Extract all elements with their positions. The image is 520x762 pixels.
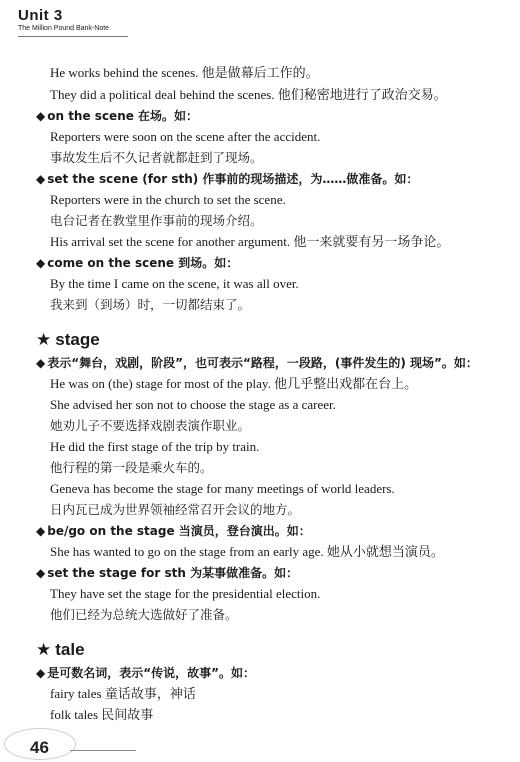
phrase-entry [36,522,311,540]
diamond-bullet-icon: ◆ [36,172,46,186]
example-sentence: By the time I came on the scene, it was all over. [50,276,299,291]
header-divider [18,36,128,37]
section-title: stage [55,330,100,349]
example-translation: 电台记者在教堂里作事前的现场介绍。 [50,213,263,228]
example-sentence: Reporters were in the church to set the scene. [50,192,286,207]
phrase-entry [36,564,298,582]
footer-divider [70,750,136,751]
phrase-entry [36,170,418,188]
example-phrase: folk tales 民间故事 [50,707,154,722]
star-icon: ★ [36,640,52,659]
phrase-text: on the scene 在场。如： [47,109,199,123]
diamond-bullet-icon: ◆ [36,256,46,270]
diamond-bullet-icon: ◆ [36,566,46,580]
example-translation: 他们已经为总统大选做好了准备。 [50,607,238,622]
section-heading-stage [36,330,100,350]
star-icon: ★ [36,330,52,349]
example-translation: 我来到（到场）时，一切都结束了。 [50,297,251,312]
unit-subtitle: The Million Pound Bank-Note [18,25,110,32]
example-phrase: fairy tales 童话故事，神话 [50,686,196,701]
definition-text: 表示“舞台，戏剧，阶段”，也可表示“路程，一段路，(事件发生的) 现场”。如： [47,356,478,370]
example-translation: 她劝儿子不要选择戏剧表演作职业。 [50,418,251,433]
example-sentence: His arrival set the scene for another argument. 他一来就要有另一场争论。 [50,234,450,249]
diamond-bullet-icon: ◆ [36,524,46,538]
definition-entry [36,354,478,372]
example-sentence: He did the first stage of the trip by train. [50,439,260,454]
example-sentence: They did a political deal behind the scenes. 他们秘密地进行了政治交易。 [50,87,447,102]
phrase-entry [36,254,238,272]
phrase-text: set the scene (for sth) 作事前的现场描述，为……做准备。如： [47,172,419,186]
example-sentence: She advised her son not to choose the stage as a career. [50,397,336,412]
example-translation: 他行程的第一段是乘火车的。 [50,460,213,475]
example-sentence: He works behind the scenes. 他是做幕后工作的。 [50,65,319,80]
example-translation: 事故发生后不久记者就都赶到了现场。 [50,150,263,165]
example-sentence: Reporters were soon on the scene after the accident. [50,129,321,144]
example-sentence: Geneva has become the stage for many meetings of world leaders. [50,481,395,496]
definition-text: 是可数名词，表示“传说，故事”。如： [47,666,256,680]
example-sentence: He was on (the) stage for most of the play. 他几乎整出戏都在台上。 [50,376,418,391]
phrase-text: set the stage for sth 为某事做准备。如： [47,566,299,580]
example-sentence: She has wanted to go on the stage from an early age. 她从小就想当演员。 [50,544,444,559]
diamond-bullet-icon: ◆ [36,666,46,680]
example-translation: 日内瓦已成为世界领袖经常召开会议的地方。 [50,502,301,517]
page-number: 46 [30,738,49,757]
unit-title: Unit 3 [18,7,63,24]
phrase-entry [36,107,198,125]
phrase-text: come on the scene 到场。如： [47,256,239,270]
definition-entry [36,664,255,682]
example-sentence: They have set the stage for the presidential election. [50,586,321,601]
page-header [18,8,109,33]
phrase-text: be/go on the stage 当演员，登台演出。如： [47,524,311,538]
section-heading-tale [36,640,85,660]
diamond-bullet-icon: ◆ [36,109,46,123]
section-title: tale [55,640,85,659]
diamond-bullet-icon: ◆ [36,356,46,370]
